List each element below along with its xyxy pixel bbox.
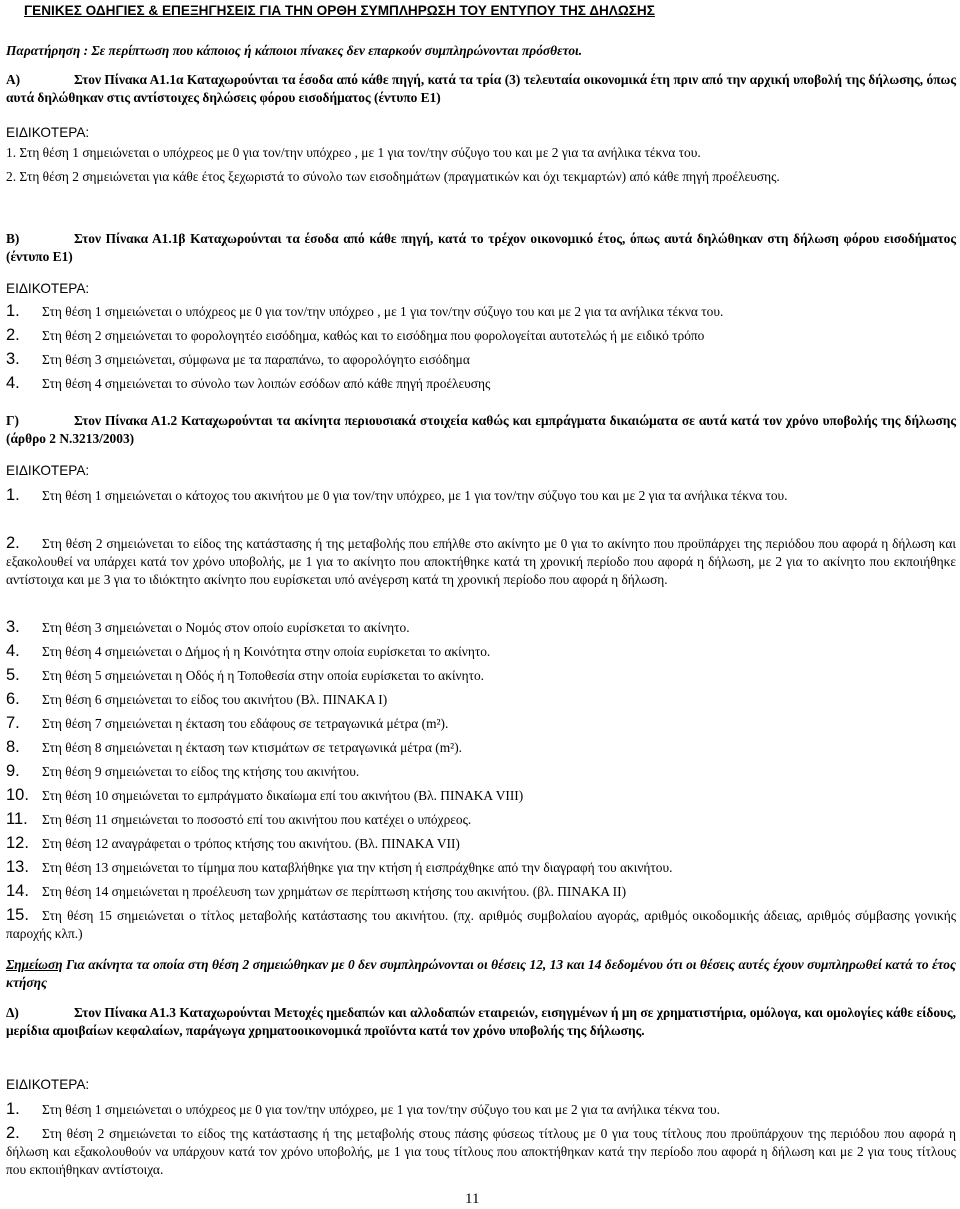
section-c-item-7: 7. Στη θέση 7 σημειώνεται η έκταση του εδάφους σε τετραγωνικά μέτρα (m²).	[6, 714, 449, 732]
page-number: 11	[465, 1191, 480, 1207]
section-b-specifically-label: ΕΙΔΙΚΟΤΕΡΑ:	[6, 281, 90, 296]
section-c-item-11: 11. Στη θέση 11 σημειώνεται το ποσοστό επί του ακινήτου που κατέχει ο υπόχρεος.	[6, 810, 472, 828]
page-title: ΓΕΝΙΚΕΣ ΟΔΗΓΙΕΣ & ΕΠΕΞΗΓΗΣΕΙΣ ΓΙΑ ΤΗΝ ΟΡΘΗ ΣΥΜΠΛΗΡΩΣΗ ΤΟΥ ΕΝΤΥΠΟΥ ΤΗΣ ΔΗΛΩΣΗΣ	[24, 3, 655, 18]
section-c-item-1: 1. Στη θέση 1 σημειώνεται ο κάτοχος του ακινήτου με 0 για τον/την υπόχρεο, με 1 για τον/την σύζυγο του και με 2 για τα ανήλικα τέκνα του.	[6, 486, 788, 504]
section-b-item-4: 4. Στη θέση 4 σημειώνεται το σύνολο των λοιπών εσόδων από κάθε πηγή προέλευσης	[6, 374, 491, 392]
section-c-item-8: 8. Στη θέση 8 σημειώνεται η έκταση των κτισμάτων σε τετραγωνικά μέτρα (m²).	[6, 738, 463, 756]
section-a-specifically-label: ΕΙΔΙΚΟΤΕΡΑ:	[6, 125, 90, 140]
section-b-item-3: 3. Στη θέση 3 σημειώνεται, σύμφωνα με τα παραπάνω, το αφορολόγητο εισόδημα	[6, 350, 470, 368]
section-c-item-9: 9. Στη θέση 9 σημειώνεται το είδος της κτήσης του ακινήτου.	[6, 762, 360, 780]
note: Παρατήρηση : Σε περίπτωση που κάποιος ή κάποιοι πίνακες δεν επαρκούν συμπληρώνονται πρόσθετοι.	[6, 43, 583, 58]
section-d-specifically-label: ΕΙΔΙΚΟΤΕΡΑ:	[6, 1077, 90, 1092]
section-c-item-4: 4. Στη θέση 4 σημειώνεται ο Δήμος ή η Κοινότητα στην οποία ευρίσκεται το ακίνητο.	[6, 642, 491, 660]
section-c-item-14: 14. Στη θέση 14 σημειώνεται η προέλευση των χρημάτων σε περίπτωση κτήσης του ακινήτου. (βλ. ΠΙΝΑΚΑ ΙΙ)	[6, 882, 627, 900]
section-d-item-2: 2. Στη θέση 2 σημειώνεται το είδος της κατάστασης ή της μεταβολής στους πάσης φύσεως τίτλους με 0 για τους τίτλους που προϋπάρχουν της περιόδου που αφορά η δήλωση και εξακολουθούν να υπάρχουν κατά τον χρόνο υποβολής, με 1 για τους τίτλους που αποκτήθηκαν κατά την περίοδο που αφορά η δήλωση και με 2 για τους τίτλους που εκποιήθηκαν αντίστοιχα.	[6, 1124, 956, 1177]
section-d-heading: Δ) Στον Πίνακα Α1.3 Καταχωρούνται Μετοχές ημεδαπών και αλλοδαπών εταιρειών, εισηγμένων ή μη σε χρηματιστήρια, ομόλογα, και ομολογίες κάθε είδους, μερίδια αμοιβαίων κεφαλαίων, παράγωγα χρηματοοικονομικά προϊόντα κατά τον χρόνο υποβολής της δήλωσης.	[6, 1005, 956, 1038]
section-b-heading: B) Στον Πίνακα Α1.1β Καταχωρούνται τα έσοδα από κάθε πηγή, κατά το τρέχον οικονομικό έτος, όπως αυτά δηλώθηκαν στη δήλωση φόρου εισοδήματος (έντυπο Ε1)	[6, 231, 956, 264]
section-c-item-2: 2. Στη θέση 2 σημειώνεται το είδος της κατάστασης ή της μεταβολής που επήλθε στο ακίνητο με 0 για το ακίνητο που προϋπάρχει της περιόδου που αφορά η δήλωση και εξακολουθεί να υπάρχει κατά τον χρόνο υποβολής, με 1 για το ακίνητο που αποκτήθηκε κατά τη χρονική περίοδο που αφορά η δήλωση, με 2 για το ακίνητο που εκποιήθηκε αντίστοιχα και με 3 για το ιδιόκτητο ακίνητο που ευρίσκεται υπό ανέγερση κατά τη χρονική περίοδο που αφορά η δήλωση.	[6, 534, 956, 587]
section-c-item-15: 15. Στη θέση 15 σημειώνεται ο τίτλος μεταβολής κατάστασης του ακινήτου. (πχ. αριθμός συμβολαίου αγοράς, αριθμός οικοδομικής άδειας, αριθμός σύμβασης γονικής παροχής κλπ.)	[6, 906, 956, 941]
section-a-item-1: 1. Στη θέση 1 σημειώνεται ο υπόχρεος με 0 για τον/την υπόχρεο , με 1 για τον/την σύζυγο του και με 2 για τα ανήλικα τέκνα του.	[6, 145, 701, 160]
section-c-remark: Σημείωση Για ακίνητα τα οποία στη θέση 2 σημειώθηκαν με 0 δεν συμπληρώνονται οι θέσεις 12, 13 και 14 δεδομένου ότι οι θέσεις αυτές έχουν συμπληρωθεί κατά το έτος κτήσης	[6, 957, 956, 990]
section-c-item-6: 6. Στη θέση 6 σημειώνεται το είδος του ακινήτου (Βλ. ΠΙΝΑΚΑ Ι)	[6, 690, 388, 708]
section-c-heading: Γ) Στον Πίνακα Α1.2 Καταχωρούνται τα ακίνητα περιουσιακά στοιχεία καθώς και εμπράγματα δικαιώματα σε αυτά κατά τον χρόνο υποβολής της δήλωσης (άρθρο 2 Ν.3213/2003)	[6, 413, 956, 446]
section-d-item-1: 1. Στη θέση 1 σημειώνεται ο υπόχρεος με 0 για τον/την υπόχρεο, με 1 για τον/την σύζυγο του και με 2 για τα ανήλικα τέκνα του.	[6, 1100, 720, 1118]
section-b-item-1: 1. Στη θέση 1 σημειώνεται ο υπόχρεος με 0 για τον/την υπόχρεο , με 1 για τον/την σύζυγο του και με 2 για τα ανήλικα τέκνα του.	[6, 302, 724, 320]
section-c-item-13: 13. Στη θέση 13 σημειώνεται το τίμημα που καταβλήθηκε για την κτήση ή εισπράχθηκε από την διαγραφή του ακινήτου.	[6, 858, 673, 876]
section-a-heading: A) Στον Πίνακα Α1.1α Καταχωρούνται τα έσοδα από κάθε πηγή, κατά τα τρία (3) τελευταία οικονομικά έτη πριν από την αρχική υποβολή της δήλωσης, όπως αυτά δηλώθηκαν στις αντίστοιχες δηλώσεις φόρου εισοδήματος (έντυπο Ε1)	[6, 72, 956, 105]
section-c-item-5: 5. Στη θέση 5 σημειώνεται η Οδός ή η Τοποθεσία στην οποία ευρίσκεται το ακίνητο.	[6, 666, 485, 684]
section-c-item-10: 10. Στη θέση 10 σημειώνεται το εμπράγματο δικαίωμα επί του ακινήτου (Βλ. ΠΙΝΑΚΑ VIII)	[6, 786, 524, 804]
section-c-specifically-label: ΕΙΔΙΚΟΤΕΡΑ:	[6, 463, 90, 478]
section-a-item-2: 2. Στη θέση 2 σημειώνεται για κάθε έτος ξεχωριστά το σύνολο των εισοδημάτων (πραγματικών και όχι τεκμαρτών) από κάθε πηγή προέλευσης.	[6, 169, 780, 184]
section-c-item-12: 12. Στη θέση 12 αναγράφεται ο τρόπος κτήσης του ακινήτου. (Βλ. ΠΙΝΑΚΑ VII)	[6, 834, 460, 852]
section-b-item-2: 2. Στη θέση 2 σημειώνεται το φορολογητέο εισόδημα, καθώς και το εισόδημα που φορολογείται αυτοτελώς ή με ειδικό τρόπο	[6, 326, 705, 344]
section-c-item-3: 3. Στη θέση 3 σημειώνεται ο Νομός στον οποίο ευρίσκεται το ακίνητο.	[6, 618, 410, 636]
